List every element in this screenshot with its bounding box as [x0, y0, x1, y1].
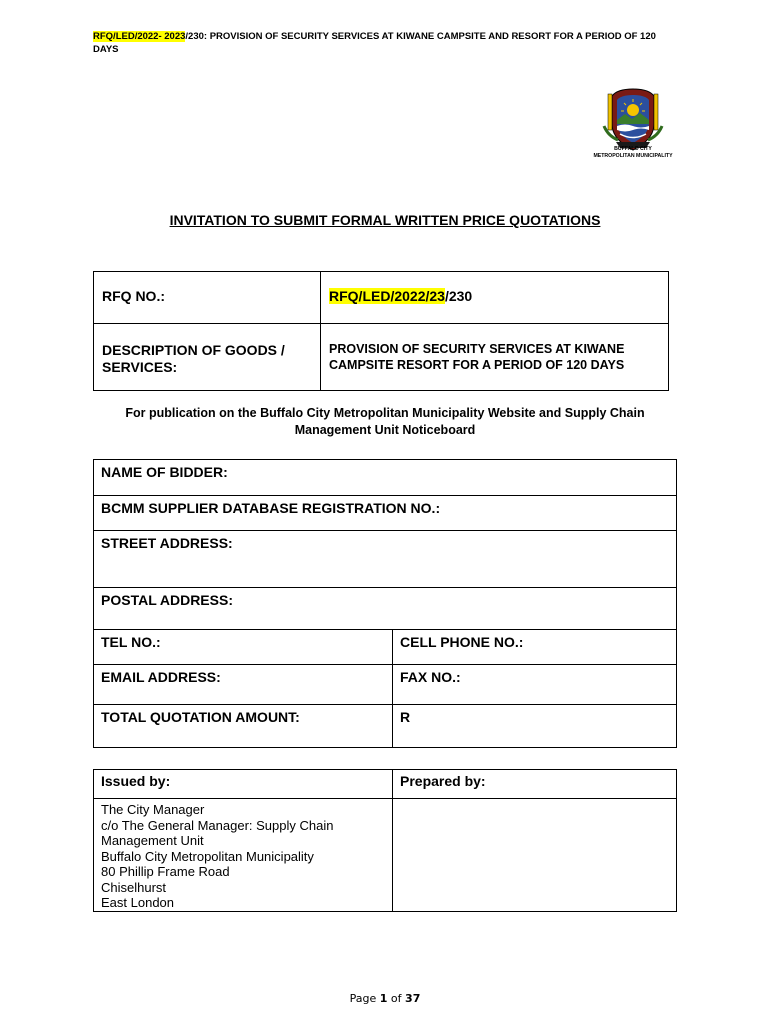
issued-prepared-header-row: [94, 770, 677, 799]
current-page: 1: [379, 992, 388, 1005]
registration-label: BCMM SUPPLIER DATABASE REGISTRATION NO.:: [101, 500, 441, 516]
bidder-name-field[interactable]: [94, 460, 677, 496]
address-line: 80 Phillip Frame Road: [101, 864, 230, 879]
page-of: of: [387, 992, 406, 1005]
prepared-by-field[interactable]: [393, 799, 677, 912]
bidder-name-label: NAME OF BIDDER:: [101, 464, 228, 480]
description-value: PROVISION OF SECURITY SERVICES AT KIWANE CAMPSITE RESORT FOR A PERIOD OF 120 DAYS: [321, 324, 669, 391]
postal-address-field[interactable]: [94, 588, 677, 630]
reference-highlight: RFQ/LED/2022- 2023: [93, 31, 186, 42]
cell-phone-field[interactable]: [393, 630, 677, 665]
description-label: DESCRIPTION OF GOODS / SERVICES:: [94, 324, 321, 391]
postal-address-label: POSTAL ADDRESS:: [101, 592, 233, 608]
address-line: Buffalo City Metropolitan Municipality: [101, 848, 314, 864]
description-row: [94, 324, 669, 391]
registration-field[interactable]: [94, 496, 677, 531]
total-pages: 37: [405, 992, 421, 1005]
tel-field[interactable]: [94, 630, 393, 665]
address-line: East London: [101, 895, 175, 910]
currency-symbol: R: [400, 709, 411, 725]
rfq-number-label: RFQ NO.:: [94, 272, 321, 324]
rfq-details-table: [93, 271, 669, 391]
total-amount-row: [94, 705, 677, 748]
fax-label: FAX NO.:: [400, 669, 461, 685]
bidder-name-row: [94, 460, 677, 496]
phone-row: [94, 630, 677, 665]
rfq-number-suffix: /230: [444, 288, 473, 304]
registration-row: [94, 496, 677, 531]
logo-caption-line1: BUFFALO CITY: [614, 146, 652, 152]
bidder-information-table: [93, 459, 677, 748]
issued-prepared-body-row: [94, 799, 677, 912]
page-prefix: Page: [349, 992, 380, 1005]
issued-by-label: Issued by:: [94, 770, 393, 799]
email-field[interactable]: [94, 665, 393, 705]
document-title: INVITATION TO SUBMIT FORMAL WRITTEN PRICE QUOTATIONS: [169, 212, 601, 228]
address-line: c/o The General Manager: Supply Chain Management Unit: [101, 817, 334, 848]
page-number-footer: [0, 992, 770, 1005]
rfq-number-value: [321, 272, 669, 324]
issued-prepared-table: [93, 769, 677, 912]
street-address-field[interactable]: [94, 531, 677, 588]
logo-caption-line2: METROPOLITAN MUNICIPALITY: [593, 153, 673, 159]
prepared-by-label: Prepared by:: [393, 770, 677, 799]
logo-caption: [580, 146, 686, 160]
street-address-row: [94, 531, 677, 588]
tel-label: TEL NO.:: [101, 634, 161, 650]
cell-phone-label: CELL PHONE NO.:: [400, 634, 524, 650]
street-address-label: STREET ADDRESS:: [101, 535, 233, 551]
email-label: EMAIL ADDRESS:: [101, 669, 221, 685]
document-reference-header: [93, 30, 683, 56]
email-fax-row: [94, 665, 677, 705]
reference-text: /230: PROVISION OF SECURITY SERVICES AT KIWANE CAMPSITE AND RESORT FOR A PERIOD OF 120 DAYS: [93, 31, 656, 55]
total-amount-field[interactable]: [393, 705, 677, 748]
postal-address-row: [94, 588, 677, 630]
rfq-number-row: [94, 272, 669, 324]
fax-field[interactable]: [393, 665, 677, 705]
publication-notice: For publication on the Buffalo City Metropolitan Municipality Website and Supply Chain Management Unit Noticeboard: [125, 406, 645, 437]
issuer-address: [94, 799, 393, 912]
total-amount-label: TOTAL QUOTATION AMOUNT:: [94, 705, 393, 748]
rfq-number-highlight: RFQ/LED/2022/23: [329, 288, 445, 304]
address-line: Chiselhurst: [101, 879, 167, 895]
address-line: The City Manager: [101, 802, 205, 817]
